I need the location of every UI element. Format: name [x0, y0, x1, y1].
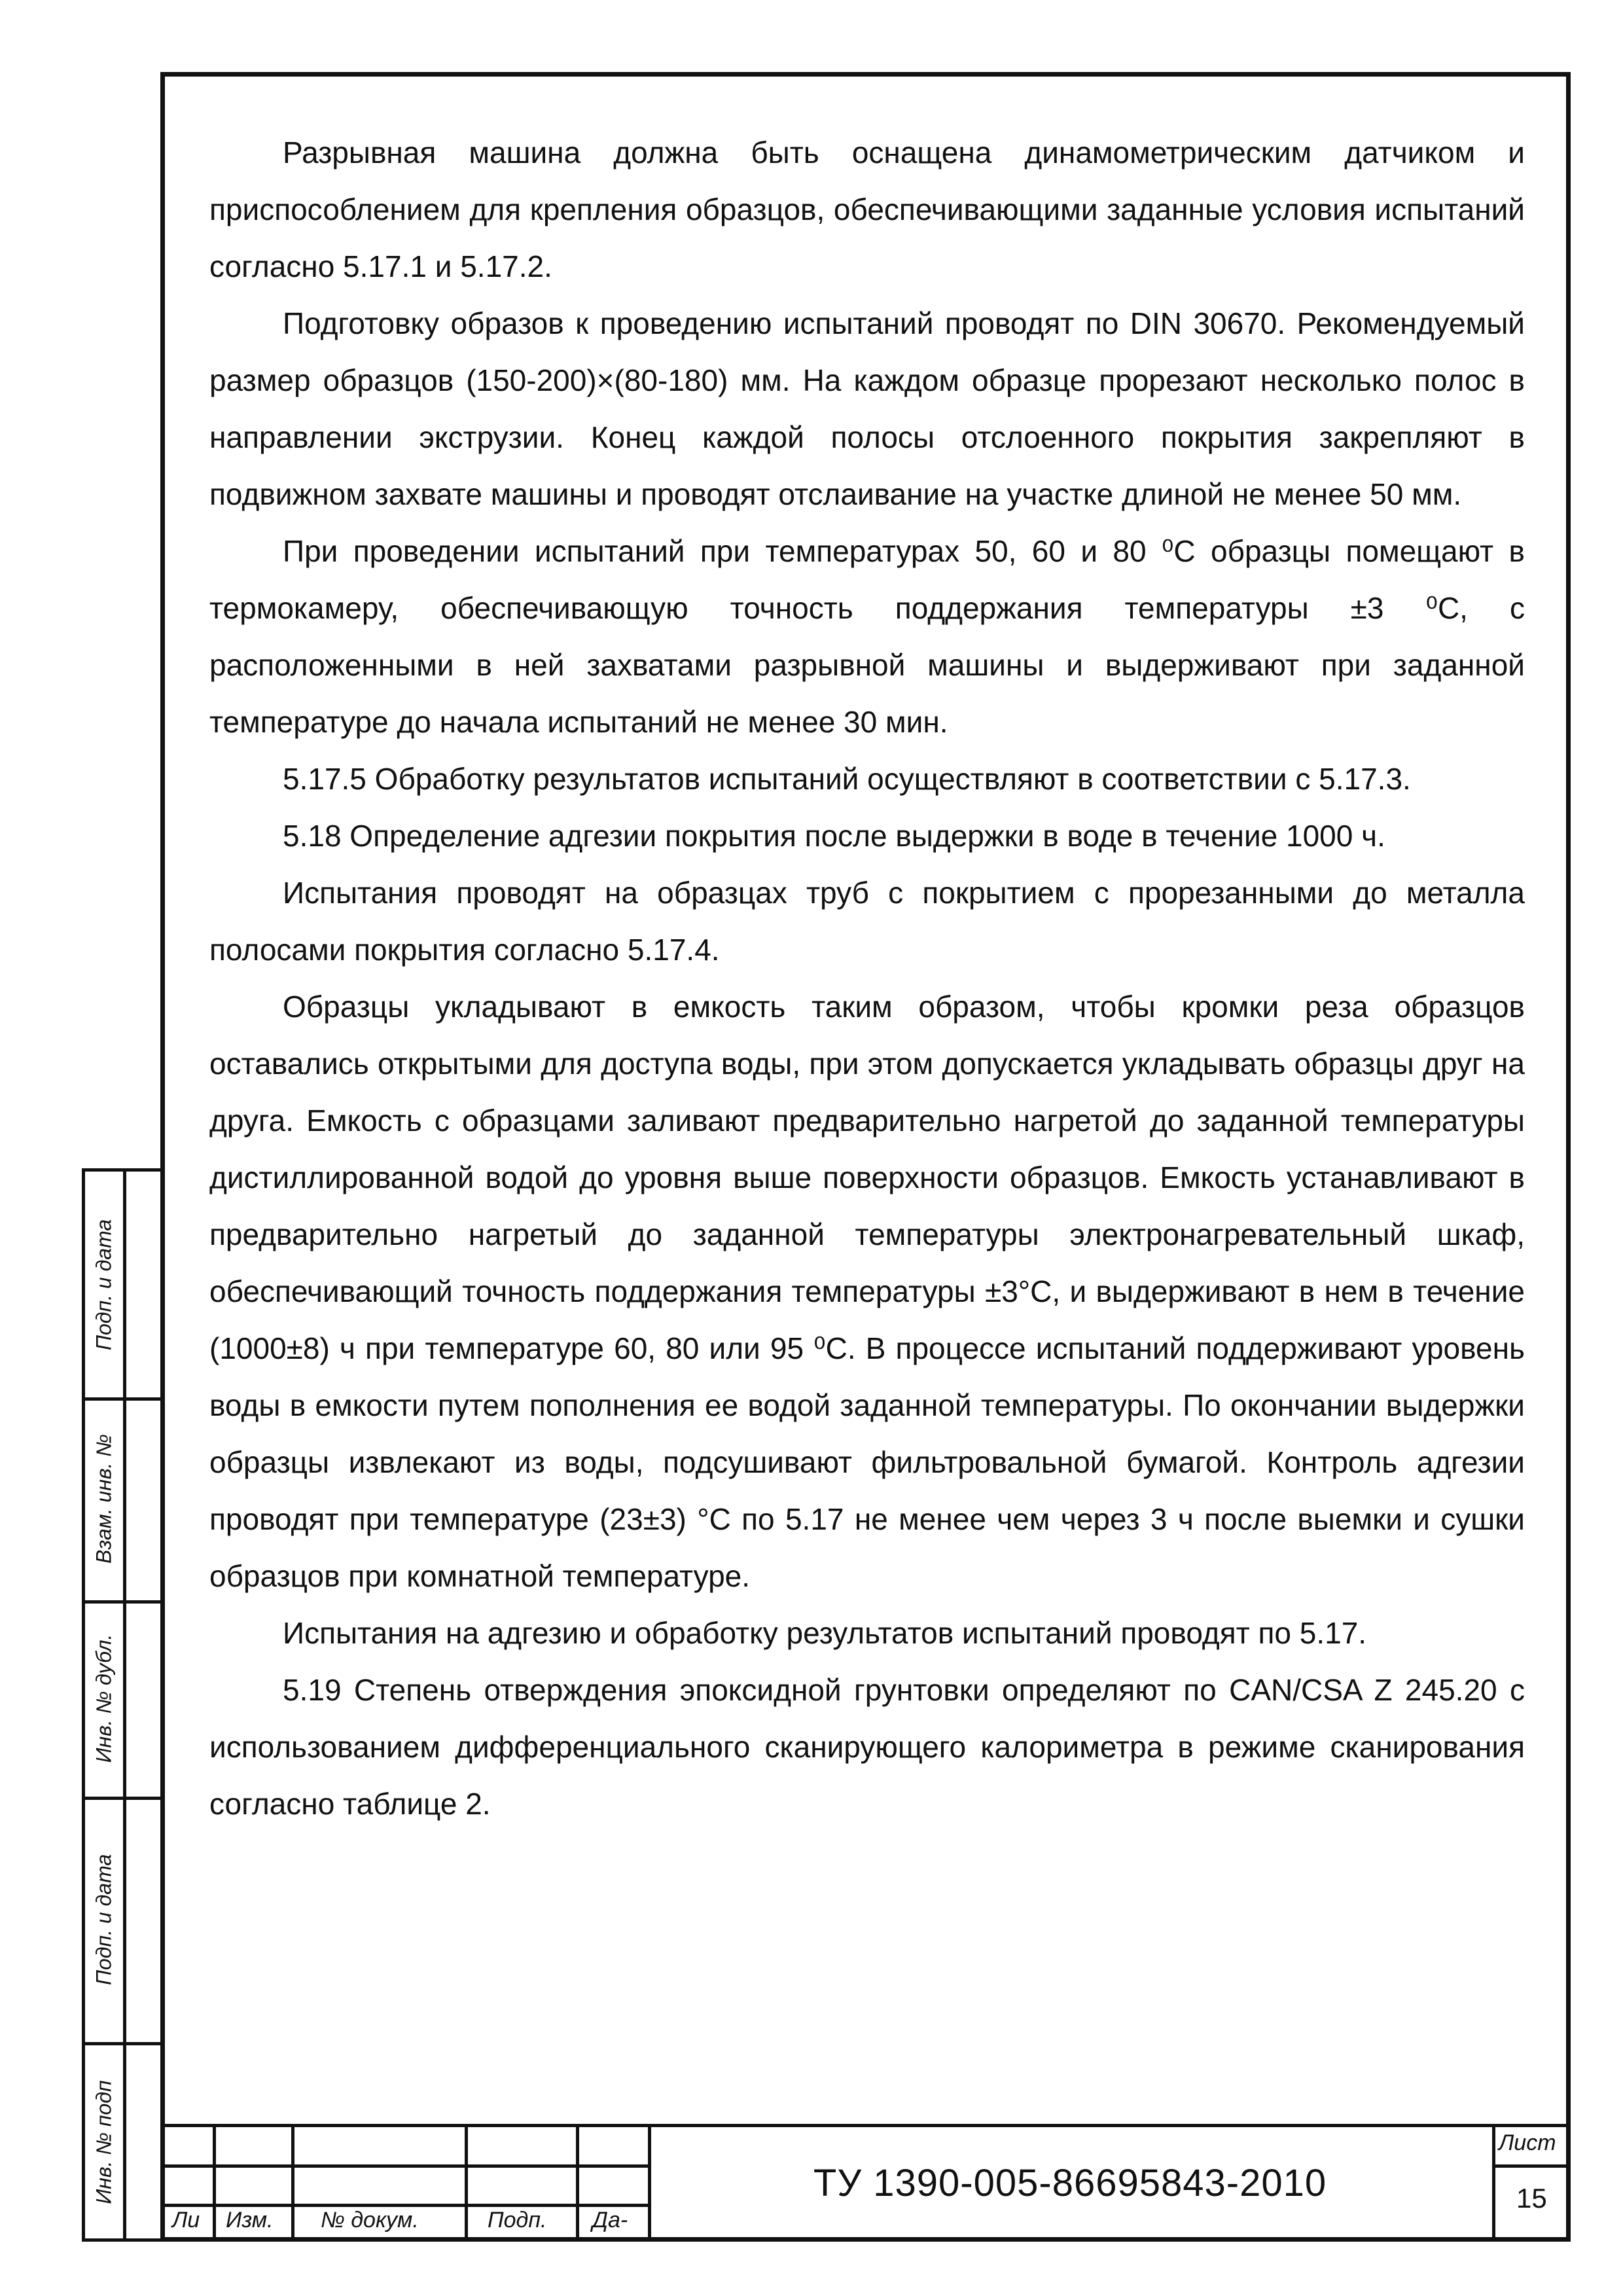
title-block: [160, 2124, 1571, 2242]
margin-stamp-strip: [82, 1168, 160, 2242]
paragraph: 5.17.5 Обработку результатов испытаний осуществляют в соответствии с 5.17.3.: [283, 762, 1411, 796]
col-label-date: Да-: [592, 2208, 628, 2233]
title-block-rule: [1492, 2164, 1571, 2168]
sheet-number: 15: [1516, 2183, 1547, 2214]
paragraph: 5.18 Определение адгезии покрытия после выдержки в воде в течение 1000 ч.: [283, 819, 1385, 853]
title-block-rule: [213, 2124, 216, 2242]
margin-label: Инв. № дубл.: [92, 1634, 116, 1763]
title-block-rule: [160, 2204, 648, 2207]
col-label-sheet: Ли: [172, 2208, 200, 2233]
paragraph: 5.19 Степень отверждения эпоксидной грунтовки определяют по CAN/CSA Z 245.20 с использованием дифференциального сканирующего калориметра в режиме сканирования согласно таблице 2.: [209, 1673, 1525, 1821]
strip-divider: [123, 1172, 126, 2238]
paragraph: Испытания на адгезию и обработку результатов испытаний проводят по 5.17.: [283, 1616, 1367, 1650]
margin-label: Подп. и дата: [92, 1854, 116, 1985]
title-block-rule: [160, 2164, 648, 2168]
col-label-signature: Подп.: [488, 2208, 547, 2233]
col-label-change: Изм.: [226, 2208, 274, 2233]
paragraph: Испытания проводят на образцах труб с покрытием с прорезанными до металла полосами покрытия согласно 5.17.4.: [209, 876, 1525, 967]
paragraph: Образцы укладывают в емкость таким образом, чтобы кромки реза образцов оставались открытыми для доступа воды, при этом допускается укладывать образцы друг на друга. Емкость с образцами заливают предварительно нагретой до заданной температуры дистиллированной водой до уровня выше поверхности образцов. Емкость устанавливают в предварительно нагретый до заданной температуры электронагревательный шкаф, обеспечивающий точность поддержания температуры ±3°С, и выдерживают в нем в течение (1000±8) ч при температуре 60, 80 или 95 ⁰С. В процессе испытаний поддерживают уровень воды в емкости путем пополнения ее водой заданной температуры. По окончании выдержки образцы извлекают из воды, подсушивают фильтровальной бумагой. Контроль адгезии проводят при температуре (23±3) °С по 5.17 не менее чем через 3 ч после выемки и сушки образцов при комнатной температуре.: [209, 990, 1525, 1593]
document-body: [209, 124, 1525, 1833]
title-block-rule: [465, 2124, 468, 2242]
paragraph: Подготовку образов к проведению испытаний проводят по DIN 30670. Рекомендуемый размер образцов (150-200)×(80-180) мм. На каждом образце прорезают несколько полос в направлении экструзии. Конец каждой полосы отслоенного покрытия закрепляют в подвижном захвате машины и проводят отслаивание на участке длиной не менее 50 мм.: [209, 306, 1525, 511]
document-code: ТУ 1390-005-86695843-2010: [813, 2161, 1327, 2204]
margin-label: Взам. инв. №: [92, 1434, 116, 1564]
paragraph: Разрывная машина должна быть оснащена динамометрическим датчиком и приспособлением для крепления образцов, обеспечивающими заданные условия испытаний согласно 5.17.1 и 5.17.2.: [209, 135, 1525, 283]
title-block-rule: [576, 2124, 579, 2242]
margin-label: Подп. и дата: [92, 1219, 116, 1350]
col-label-doc-number: № докум.: [321, 2208, 419, 2233]
margin-label: Инв. № подп: [92, 2079, 116, 2204]
title-block-rule: [291, 2124, 294, 2242]
paragraph: При проведении испытаний при температурах 50, 60 и 80 ⁰С образцы помещают в термокамеру, обеспечивающую точность поддержания температуры ±3 ⁰С, с расположенными в ней захватами разрывной машины и выдерживают при заданной температуре до начала испытаний не менее 30 мин.: [209, 534, 1525, 739]
sheet-label: Лист: [1499, 2130, 1556, 2155]
